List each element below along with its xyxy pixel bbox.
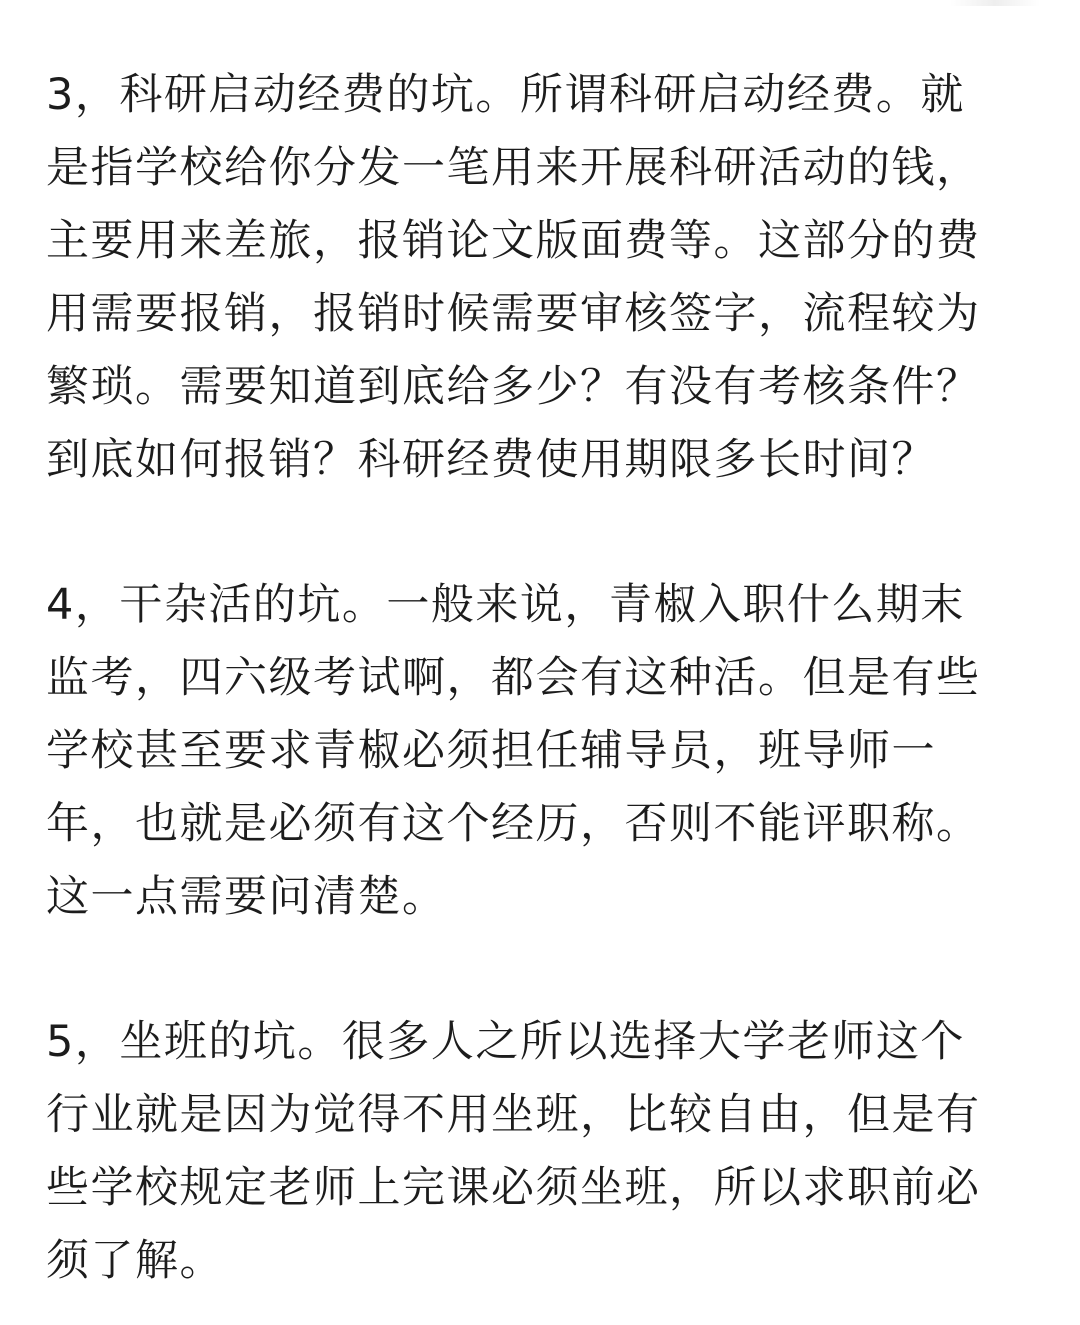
text-line: 些学校规定老师上完课必须坐班，所以求职前必 [46,1163,981,1213]
text-line: 繁琐。需要知道到底给多少？有没有考核条件？ [46,362,981,412]
text-line: 行业就是因为觉得不用坐班，比较自由，但是有 [46,1090,981,1140]
paragraph-chores [46,569,1036,934]
text-line: 4，干杂活的坑。一般来说，青椒入职什么期末 [46,580,965,630]
text-line: 5，坐班的坑。很多人之所以选择大学老师这个 [46,1017,965,1067]
text-line: 须了解。 [46,1236,224,1286]
article-body [46,59,1036,1298]
text-line: 学校甚至要求青椒必须担任辅导员，班导师一 [46,726,936,776]
text-line: 到底如何报销？科研经费使用期限多长时间？ [46,435,936,485]
text-line: 监考，四六级考试啊，都会有这种活。但是有些 [46,653,981,703]
top-edge-shadow [950,0,1040,6]
text-line: 用需要报销，报销时候需要审核签字，流程较为 [46,289,981,339]
text-line: 这一点需要问清楚。 [46,872,447,922]
text-line: 年，也就是必须有这个经历，否则不能评职称。 [46,799,981,849]
text-line: 是指学校给你分发一笔用来开展科研活动的钱， [46,143,981,193]
paragraph-office-hours [46,1006,1036,1298]
text-line: 主要用来差旅，报销论文版面费等。这部分的费 [46,216,981,266]
paragraph-research-startup-funds [46,59,1036,497]
text-line: 3，科研启动经费的坑。所谓科研启动经费。就 [46,70,965,120]
